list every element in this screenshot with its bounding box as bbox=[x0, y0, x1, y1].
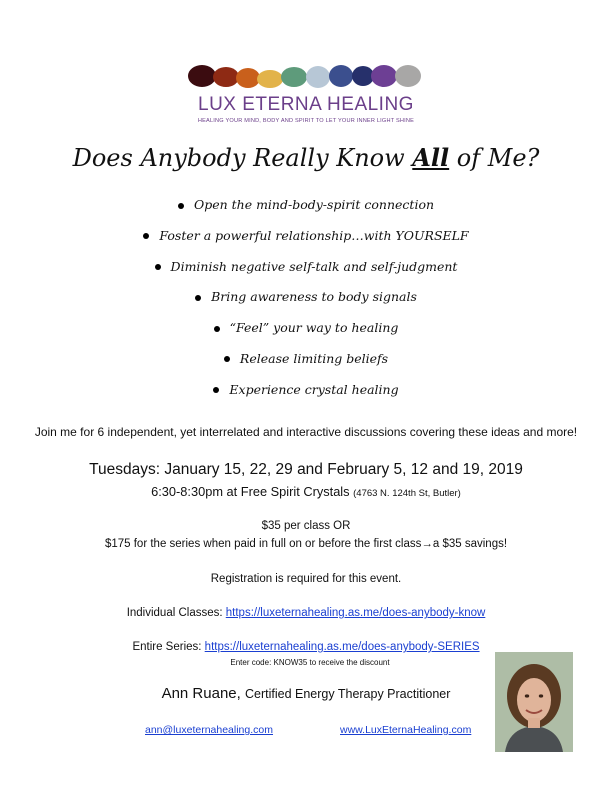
bullet-icon bbox=[214, 326, 220, 332]
list-item: Foster a powerful relationship…with YOURSELF bbox=[0, 226, 612, 257]
brand-name: LUX ETERNA HEALING bbox=[198, 94, 414, 115]
email-link[interactable]: ann@luxeternahealing.com bbox=[145, 724, 273, 736]
stone-amethyst bbox=[371, 65, 397, 87]
benefits-list bbox=[0, 195, 612, 411]
event-time-location bbox=[0, 484, 612, 499]
stone-sodalite bbox=[329, 65, 353, 87]
list-item: Release limiting beliefs bbox=[0, 349, 612, 380]
stone-quartz bbox=[306, 66, 330, 88]
discount-code-note: Enter code: KNOW35 to receive the discount bbox=[230, 658, 390, 667]
bullet-icon bbox=[143, 233, 149, 239]
crystal-stones-image bbox=[186, 54, 426, 96]
bullet-icon bbox=[195, 295, 201, 301]
stone-citrine bbox=[257, 70, 283, 88]
stone-aventurine bbox=[281, 67, 307, 87]
stone-orange bbox=[236, 68, 260, 88]
stone-garnet bbox=[188, 65, 216, 87]
website-link[interactable]: www.LuxEternaHealing.com bbox=[340, 724, 472, 736]
registration-note: Registration is required for this event. bbox=[210, 573, 402, 585]
bullet-icon bbox=[213, 387, 219, 393]
event-dates: Tuesdays: January 15, 22, 29 and February 5, 12 and 19, 2019 bbox=[89, 461, 523, 478]
list-item: Open the mind-body-spirit connection bbox=[0, 195, 612, 226]
stone-carnelian bbox=[213, 67, 239, 87]
presenter-photo bbox=[495, 652, 573, 752]
presenter-role: Certified Energy Therapy Practitioner bbox=[244, 687, 451, 701]
stone-lapis bbox=[352, 66, 374, 86]
individual-classes-link[interactable]: https://luxeternahealing.as.me/does-anybody-know bbox=[225, 607, 486, 619]
presenter-name: Ann Ruane, bbox=[161, 685, 241, 702]
bullet-icon bbox=[155, 264, 161, 270]
list-item: “Feel” your way to healing bbox=[0, 318, 612, 349]
intro-text: Join me for 6 independent, yet interrelated and interactive discussions covering these ideas and more! bbox=[34, 425, 578, 439]
series-label: Entire Series: bbox=[132, 641, 205, 653]
page-title bbox=[0, 143, 612, 172]
list-item: Bring awareness to body signals bbox=[0, 287, 612, 318]
individual-classes bbox=[0, 607, 612, 619]
event-address: (4763 N. 124th St, Butler) bbox=[353, 488, 461, 499]
event-time: 6:30-8:30pm at Free Spirit Crystals bbox=[151, 484, 350, 499]
list-item: Experience crystal healing bbox=[0, 380, 612, 411]
price-series: $175 for the series when paid in full on or before the first class→a $35 savings! bbox=[104, 538, 508, 550]
title-suffix: of Me? bbox=[449, 144, 540, 172]
bullet-icon bbox=[224, 356, 230, 362]
brand-tagline: HEALING YOUR MIND, BODY AND SPIRIT TO LET YOUR INNER LIGHT SHINE bbox=[197, 118, 415, 124]
price-per-class: $35 per class OR bbox=[261, 520, 351, 532]
bullet-icon bbox=[178, 203, 184, 209]
entire-series-link[interactable]: https://luxeternahealing.as.me/does-anybody-SERIES bbox=[204, 641, 480, 653]
stone-clear bbox=[395, 65, 421, 87]
brand-logo bbox=[186, 48, 426, 126]
individual-label: Individual Classes: bbox=[126, 607, 226, 619]
title-emphasis: All bbox=[412, 143, 450, 172]
title-prefix: Does Anybody Really Know bbox=[72, 144, 413, 172]
portrait-image bbox=[495, 652, 573, 752]
list-item: Diminish negative self-talk and self-judgment bbox=[0, 257, 612, 288]
